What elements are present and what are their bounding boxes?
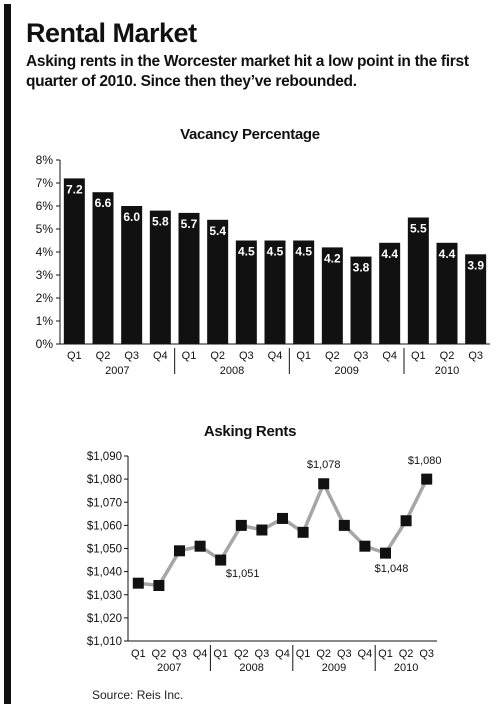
data-annotation-label: $1,078 bbox=[306, 458, 341, 471]
x-tick-label: Q2 bbox=[324, 350, 340, 362]
rent-point-marker bbox=[153, 580, 164, 591]
y-tick-label: 0% bbox=[35, 337, 53, 351]
year-label: 2010 bbox=[434, 365, 460, 377]
rent-point-marker bbox=[359, 541, 370, 552]
x-tick-label: Q3 bbox=[238, 350, 254, 362]
bar-value-label: 7.2 bbox=[65, 182, 83, 197]
bar-value-label: 4.4 bbox=[381, 246, 399, 261]
bar-value-label: 4.5 bbox=[295, 244, 313, 259]
x-tick-label: Q3 bbox=[419, 648, 435, 660]
x-tick-label: Q2 bbox=[439, 350, 455, 362]
rent-point-marker bbox=[215, 555, 226, 566]
y-tick-label: $1,020 bbox=[86, 612, 122, 625]
x-tick-label: Q3 bbox=[254, 648, 270, 660]
page-title: Rental Market bbox=[26, 18, 197, 48]
x-tick-label: Q1 bbox=[66, 350, 82, 362]
bar-value-label: 4.5 bbox=[237, 244, 255, 259]
year-label: 2007 bbox=[105, 365, 130, 377]
x-tick-label: Q4 bbox=[267, 350, 283, 362]
rent-point-marker bbox=[421, 474, 432, 485]
y-tick-label: 7% bbox=[35, 176, 53, 190]
y-tick-label: $1,070 bbox=[86, 497, 122, 510]
bar-value-label: 5.7 bbox=[180, 216, 198, 231]
year-label: 2009 bbox=[334, 365, 359, 377]
year-label: 2009 bbox=[321, 662, 347, 674]
x-tick-label: Q3 bbox=[468, 350, 484, 362]
y-tick-label: $1,040 bbox=[86, 566, 122, 579]
x-tick-label: Q2 bbox=[316, 648, 332, 660]
x-tick-label: Q4 bbox=[152, 350, 168, 362]
x-tick-label: Q1 bbox=[130, 648, 146, 660]
year-label: 2010 bbox=[393, 662, 419, 674]
data-annotation-label: $1,080 bbox=[407, 455, 442, 468]
y-tick-label: 3% bbox=[35, 268, 53, 282]
bar-value-label: 5.5 bbox=[409, 221, 427, 236]
rent-point-marker bbox=[195, 541, 206, 552]
y-tick-label: 8% bbox=[35, 153, 53, 167]
y-tick-label: $1,090 bbox=[86, 451, 122, 463]
x-tick-label: Q3 bbox=[124, 350, 140, 362]
x-tick-label: Q2 bbox=[398, 648, 414, 660]
bar-value-label: 5.8 bbox=[151, 214, 169, 229]
source-note: Source: Reis Inc. bbox=[92, 688, 184, 702]
x-tick-label: Q2 bbox=[210, 350, 226, 362]
x-tick-label: Q1 bbox=[295, 648, 311, 660]
rent-point-marker bbox=[380, 548, 391, 559]
y-tick-label: $1,080 bbox=[86, 474, 122, 487]
y-tick-label: 4% bbox=[35, 245, 53, 259]
rent-point-marker bbox=[401, 515, 412, 526]
rents-chart-title: Asking Rents bbox=[203, 423, 297, 440]
data-annotation-label: $1,048 bbox=[374, 563, 409, 576]
year-label: 2007 bbox=[156, 662, 182, 674]
x-tick-label: Q4 bbox=[192, 648, 208, 660]
y-tick-label: 6% bbox=[35, 199, 53, 213]
rent-point-marker bbox=[318, 478, 329, 489]
rent-point-marker bbox=[133, 578, 144, 589]
bar-value-label: 3.8 bbox=[352, 260, 370, 275]
bar-value-label: 4.4 bbox=[438, 246, 456, 261]
bar-value-label: 4.2 bbox=[323, 251, 341, 266]
x-tick-label: Q2 bbox=[95, 350, 111, 362]
x-tick-label: Q3 bbox=[336, 648, 352, 660]
bar-value-label: 6.0 bbox=[123, 210, 141, 224]
x-tick-label: Q4 bbox=[382, 350, 398, 362]
rent-point-marker bbox=[277, 513, 288, 524]
y-tick-label: $1,030 bbox=[86, 589, 122, 602]
data-annotation-label: $1,051 bbox=[225, 568, 260, 581]
y-tick-label: 5% bbox=[35, 222, 53, 236]
rent-point-marker bbox=[236, 520, 247, 531]
x-tick-label: Q3 bbox=[353, 350, 369, 362]
x-tick-label: Q1 bbox=[410, 350, 426, 362]
x-tick-label: Q1 bbox=[296, 350, 312, 362]
bar-value-label: 5.4 bbox=[209, 223, 227, 238]
x-tick-label: Q3 bbox=[172, 648, 187, 660]
bar-value-label: 6.6 bbox=[94, 196, 112, 211]
x-tick-label: Q4 bbox=[357, 648, 373, 660]
rent-point-marker bbox=[298, 527, 309, 538]
y-tick-label: 2% bbox=[35, 291, 53, 305]
y-tick-label: $1,050 bbox=[86, 543, 122, 556]
rent-point-marker bbox=[256, 525, 267, 536]
x-tick-label: Q2 bbox=[233, 648, 249, 660]
rent-point-marker bbox=[174, 545, 185, 556]
bar-value-label: 4.5 bbox=[266, 244, 284, 259]
y-tick-label: $1,010 bbox=[86, 636, 122, 648]
x-tick-label: Q1 bbox=[181, 350, 197, 362]
year-label: 2008 bbox=[219, 365, 245, 377]
x-tick-label: Q4 bbox=[275, 648, 290, 660]
bar-value-label: 3.9 bbox=[467, 258, 485, 273]
y-tick-label: 1% bbox=[35, 314, 53, 328]
y-tick-label: $1,060 bbox=[86, 520, 122, 533]
rent-point-marker bbox=[339, 520, 350, 531]
x-tick-label: Q1 bbox=[213, 648, 229, 660]
year-label: 2008 bbox=[239, 662, 264, 674]
page-subtitle: Asking rents in the Worcester market hit a low point in the first quarter of 2010. Since then they’ve rebounded. bbox=[26, 53, 469, 90]
vacancy-chart-title: Vacancy Percentage bbox=[180, 126, 320, 143]
x-tick-label: Q2 bbox=[151, 648, 167, 660]
x-tick-label: Q1 bbox=[378, 648, 393, 660]
